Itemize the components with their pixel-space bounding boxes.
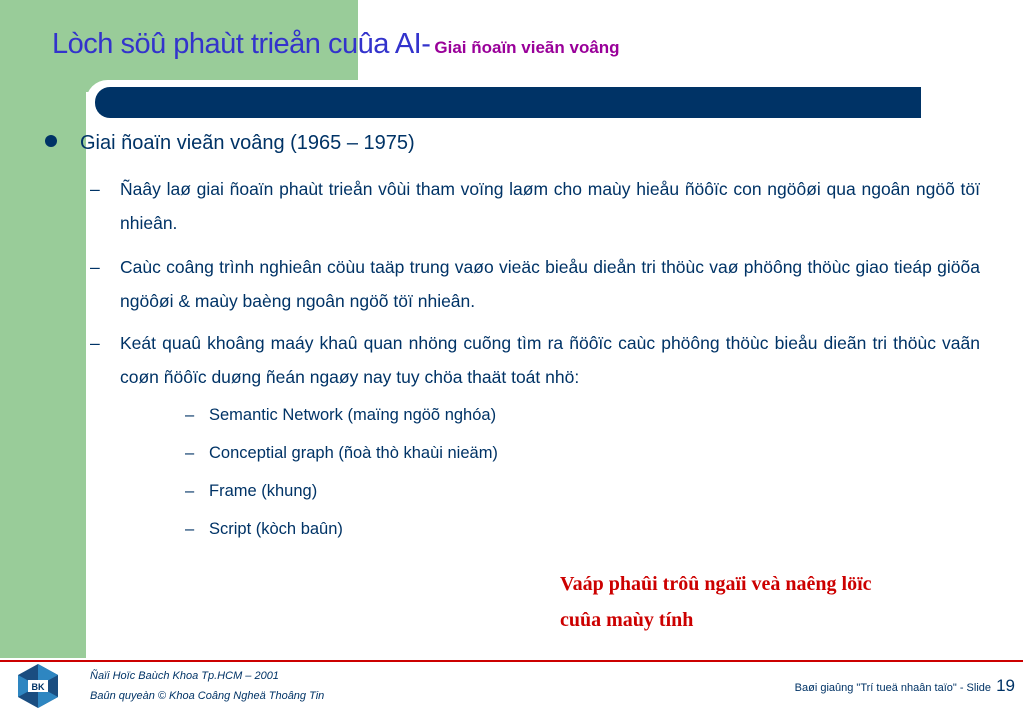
footer-credits [90, 666, 324, 706]
dash-icon: – [185, 482, 195, 500]
dash-icon: – [185, 406, 195, 424]
sub-list-item [185, 406, 496, 425]
footer-divider [0, 660, 1023, 662]
dash-icon: – [90, 179, 100, 199]
footer-slide-info [795, 676, 1015, 696]
sub-list-item-text: Semantic Network (maïng ngöõ nghóa) [209, 406, 497, 424]
footer-course-title: Baøi giaûng "Trí tueä nhaân taïo" - Slide [794, 682, 992, 694]
list-item [90, 172, 980, 240]
sub-list-item [185, 482, 317, 501]
sub-list-item [185, 520, 343, 539]
highlight-line-2: cuûa maùy tính [560, 609, 694, 631]
bk-logo-icon [14, 662, 62, 708]
logo-text: BK [31, 682, 45, 692]
footer-school: Ñaïi Hoïc Baùch Khoa Tp.HCM – 2001 [90, 670, 279, 682]
dash-icon: – [185, 444, 195, 462]
list-item [90, 250, 980, 318]
sub-list-item [185, 444, 498, 463]
highlight-line-1: Vaáp phaûi trôû ngaïi veà naêng löïc [560, 573, 872, 595]
dash-icon: – [90, 333, 100, 353]
slide-number: 19 [996, 676, 1015, 695]
list-item-text: Caùc coâng trình nghieân cöùu taäp trung vaøo vieäc bieåu dieån tri thöùc vaø phöông thöùc giao tieáp giöõa ngöôøi & maùy baèng ngoân ngöõ töï nhieân. [120, 257, 980, 311]
highlight-note [560, 566, 872, 638]
list-item-text: Ñaây laø giai ñoaïn phaùt trieån vôùi tham voïng laøm cho maùy hieåu ñöôïc con ngöôøi qua ngoân ngöõ töï nhieân. [120, 179, 980, 233]
bullet-heading: Giai ñoaïn vieãn voâng (1965 – 1975) [80, 132, 415, 154]
list-item [90, 326, 980, 394]
slide-title-main: Lòch söû phaùt trieån cuûa AI- [52, 28, 431, 60]
sub-list-item-text: Script (kòch baûn) [209, 520, 343, 538]
list-item-text: Keát quaû khoâng maáy khaû quan nhöng cuõng tìm ra ñöôïc caùc phöông thöùc bieåu dieãn tri thöùc vaãn coøn ñöôïc duøng ñeán ngaøy nay tuy chöa thaät toát nhö: [120, 333, 980, 387]
sub-list-item-text: Frame (khung) [209, 482, 318, 500]
bullet-dot-icon [45, 135, 57, 147]
slide-title-sub: Giai ñoaïn vieãn voâng [434, 38, 620, 57]
sub-list-item-text: Conceptial graph (ñoà thò khaùi nieäm) [209, 444, 498, 462]
dash-icon: – [185, 520, 195, 538]
footer-copyright: Baûn quyeàn © Khoa Coâng Ngheä Thoâng Tin [90, 690, 325, 702]
dash-icon: – [90, 257, 100, 277]
